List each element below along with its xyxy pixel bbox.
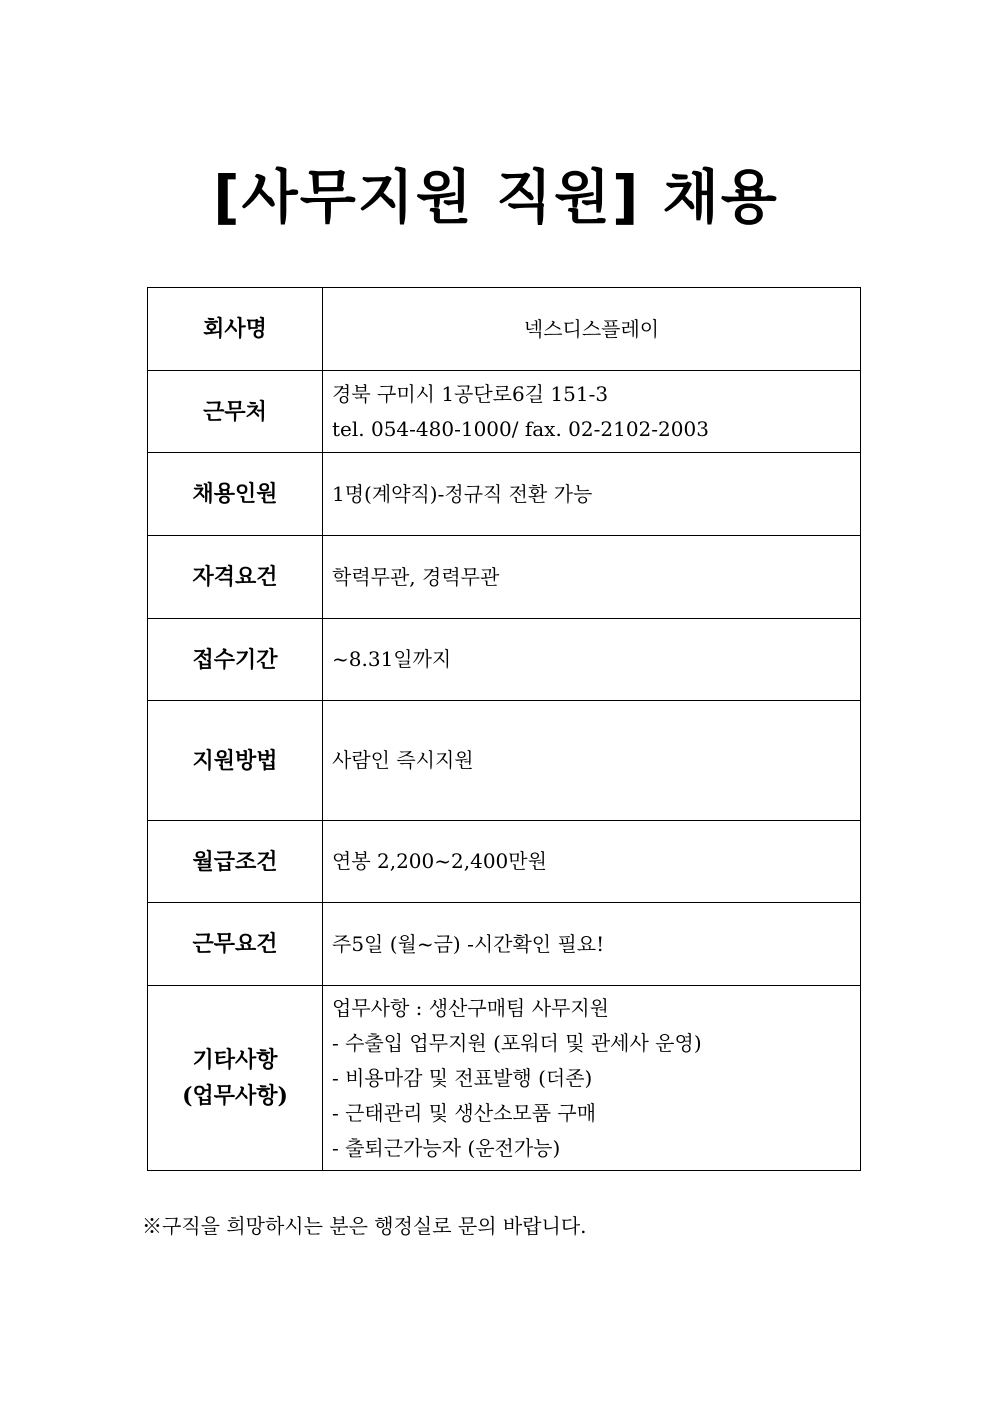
row-label: 근무처: [148, 371, 323, 453]
table-row-work-conditions: [148, 903, 861, 986]
table-row-qualification: [148, 536, 861, 619]
value-line: - 출퇴근가능자 (운전가능): [332, 1135, 561, 1160]
value-line: ~8.31일까지: [332, 647, 452, 671]
table-row-other: [148, 986, 861, 1171]
value-line: 학력무관, 경력무관: [332, 564, 500, 589]
value-line: - 비용마감 및 전표발행 (더존): [332, 1065, 593, 1090]
row-label: [148, 986, 323, 1171]
row-label: 채용인원: [148, 453, 323, 536]
row-value: [323, 288, 861, 371]
value-line: 사람인 즉시지원: [332, 748, 474, 772]
page-title: [사무지원 직원] 채용: [213, 163, 779, 231]
label-line: 기타사항: [192, 1047, 278, 1073]
footer-note: ※구직을 희망하시는 분은 행정실로 문의 바랍니다.: [142, 1214, 587, 1238]
value-line: - 수출입 업무지원 (포워더 및 관세사 운영): [332, 1030, 702, 1055]
table-row-headcount: [148, 453, 861, 536]
table-row-company: [148, 288, 861, 371]
row-value: [323, 821, 861, 903]
row-label: 지원방법: [148, 701, 323, 821]
value-line: 경북 구미시 1공단로6길 151-3: [332, 381, 609, 406]
label-line: (업무사항): [182, 1083, 288, 1109]
row-label: 회사명: [148, 288, 323, 371]
job-info-table: [147, 287, 861, 1171]
table-row-period: [148, 619, 861, 701]
value-line: 주5일 (월~금) -시간확인 필요!: [332, 931, 605, 956]
value-line: 연봉 2,200~2,400만원: [332, 849, 547, 873]
row-label: 근무요건: [148, 903, 323, 986]
row-label: 접수기간: [148, 619, 323, 701]
row-value: [323, 701, 861, 821]
row-value: [323, 903, 861, 986]
row-value: [323, 619, 861, 701]
value-line: tel. 054-480-1000/ fax. 02-2102-2003: [332, 416, 709, 441]
row-value: [323, 536, 861, 619]
value-line: 업무사항 : 생산구매팀 사무지원: [332, 995, 609, 1020]
value-line: 넥스디스플레이: [523, 316, 660, 341]
row-value: [323, 453, 861, 536]
row-label: 자격요건: [148, 536, 323, 619]
row-value: [323, 371, 861, 453]
row-value: [323, 986, 861, 1171]
row-label: 월급조건: [148, 821, 323, 903]
table-row-workplace: [148, 371, 861, 453]
table-row-salary: [148, 821, 861, 903]
value-line: - 근태관리 및 생산소모품 구매: [332, 1100, 597, 1125]
table-row-apply-method: [148, 701, 861, 821]
value-line: 1명(계약직)-정규직 전환 가능: [332, 481, 593, 506]
